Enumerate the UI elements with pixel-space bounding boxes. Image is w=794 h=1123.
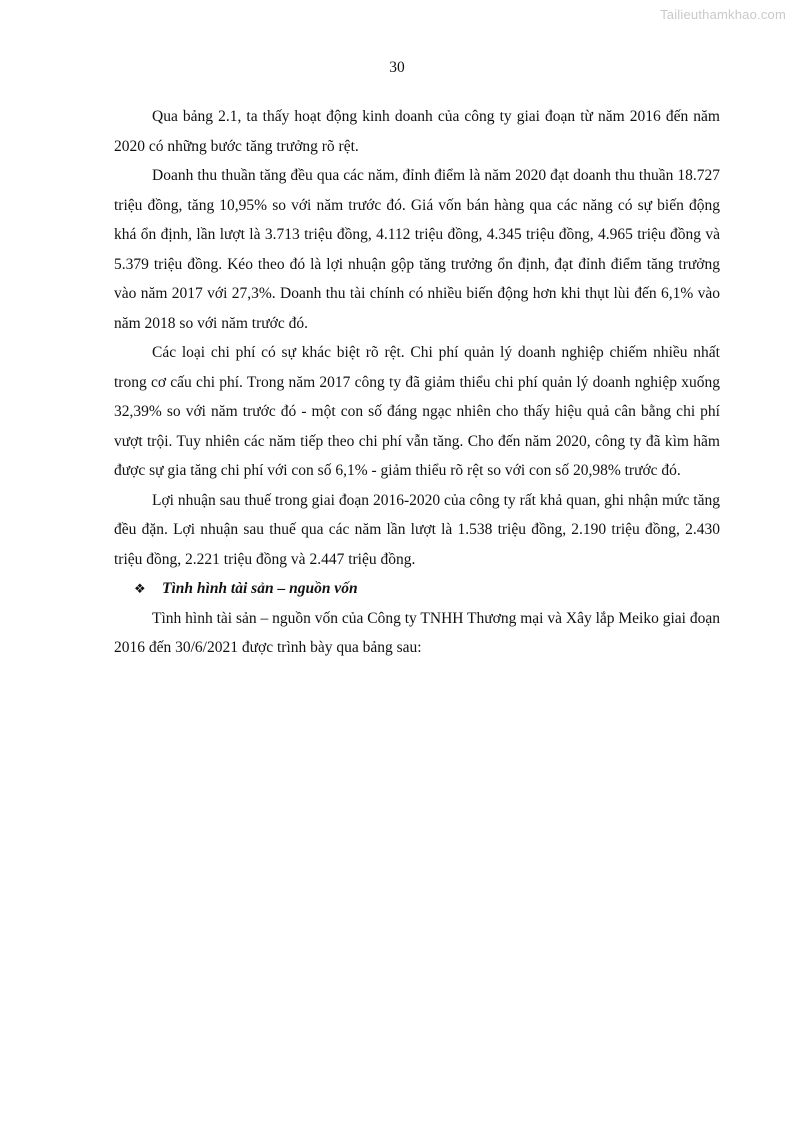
paragraph-costs: Các loại chi phí có sự khác biệt rõ rệt. Chi phí quản lý doanh nghiệp chiếm nhiều nhất trong cơ cấu chi phí. Trong năm 2017 công ty đã giảm thiểu chi phí quản lý doanh nghiệp xuống 32,39% so với năm trước đó - một con số đáng ngạc nhiên cho thấy hiệu quả cân bằng chi phí vượt trội. Tuy nhiên các năm tiếp theo chi phí vẫn tăng. Cho đến năm 2020, công ty đã kìm hãm được sự gia tăng chi phí với con số 6,1% - giảm thiểu rõ rệt so với con số 20,98% trước đó. bbox=[114, 344, 720, 479]
watermark: Tailieuthamkhao.com bbox=[660, 7, 786, 22]
paragraph-assets-intro: Tình hình tài sản – nguồn vốn của Công ty TNHH Thương mại và Xây lắp Meiko giai đoạn 2016 đến 30/6/2021 được trình bày qua bảng sau: bbox=[114, 609, 720, 656]
paragraph-profit: Lợi nhuận sau thuế trong giai đoạn 2016-2020 của công ty rất khả quan, ghi nhận mức tăng đều đặn. Lợi nhuận sau thuế qua các năm lần lượt là 1.538 triệu đồng, 2.190 triệu đồng, 2.430 triệu đồng, 2.221 triệu đồng và 2.447 triệu đồng. bbox=[114, 491, 720, 568]
page-number: 30 bbox=[389, 59, 405, 76]
section-heading bbox=[114, 574, 720, 604]
paragraph-overview: Qua bảng 2.1, ta thấy hoạt động kinh doanh của công ty giai đoạn từ năm 2016 đến năm 2020 có những bước tăng trưởng rõ rệt. bbox=[114, 108, 720, 155]
paragraph-revenue: Doanh thu thuần tăng đều qua các năm, đỉnh điểm là năm 2020 đạt doanh thu thuần 18.727 triệu đồng, tăng 10,95% so với năm trước đó. Giá vốn bán hàng qua các năng có sự biến động khá ổn định, lần lượt là 3.713 triệu đồng, 4.112 triệu đồng, 4.345 triệu đồng, 4.965 triệu đồng và 5.379 triệu đồng. Kéo theo đó là lợi nhuận gộp tăng trưởng ổn định, đạt đỉnh điểm tăng trưởng vào năm 2017 với 27,3%. Doanh thu tài chính có nhiều biến động hơn khi thụt lùi đến 6,1% vào năm 2018 so với năm trước đó. bbox=[114, 167, 720, 332]
section-heading-text: Tình hình tài sản – nguồn vốn bbox=[162, 580, 358, 597]
diamond-bullet-icon: ❖ bbox=[134, 581, 146, 596]
document-body bbox=[114, 102, 720, 663]
